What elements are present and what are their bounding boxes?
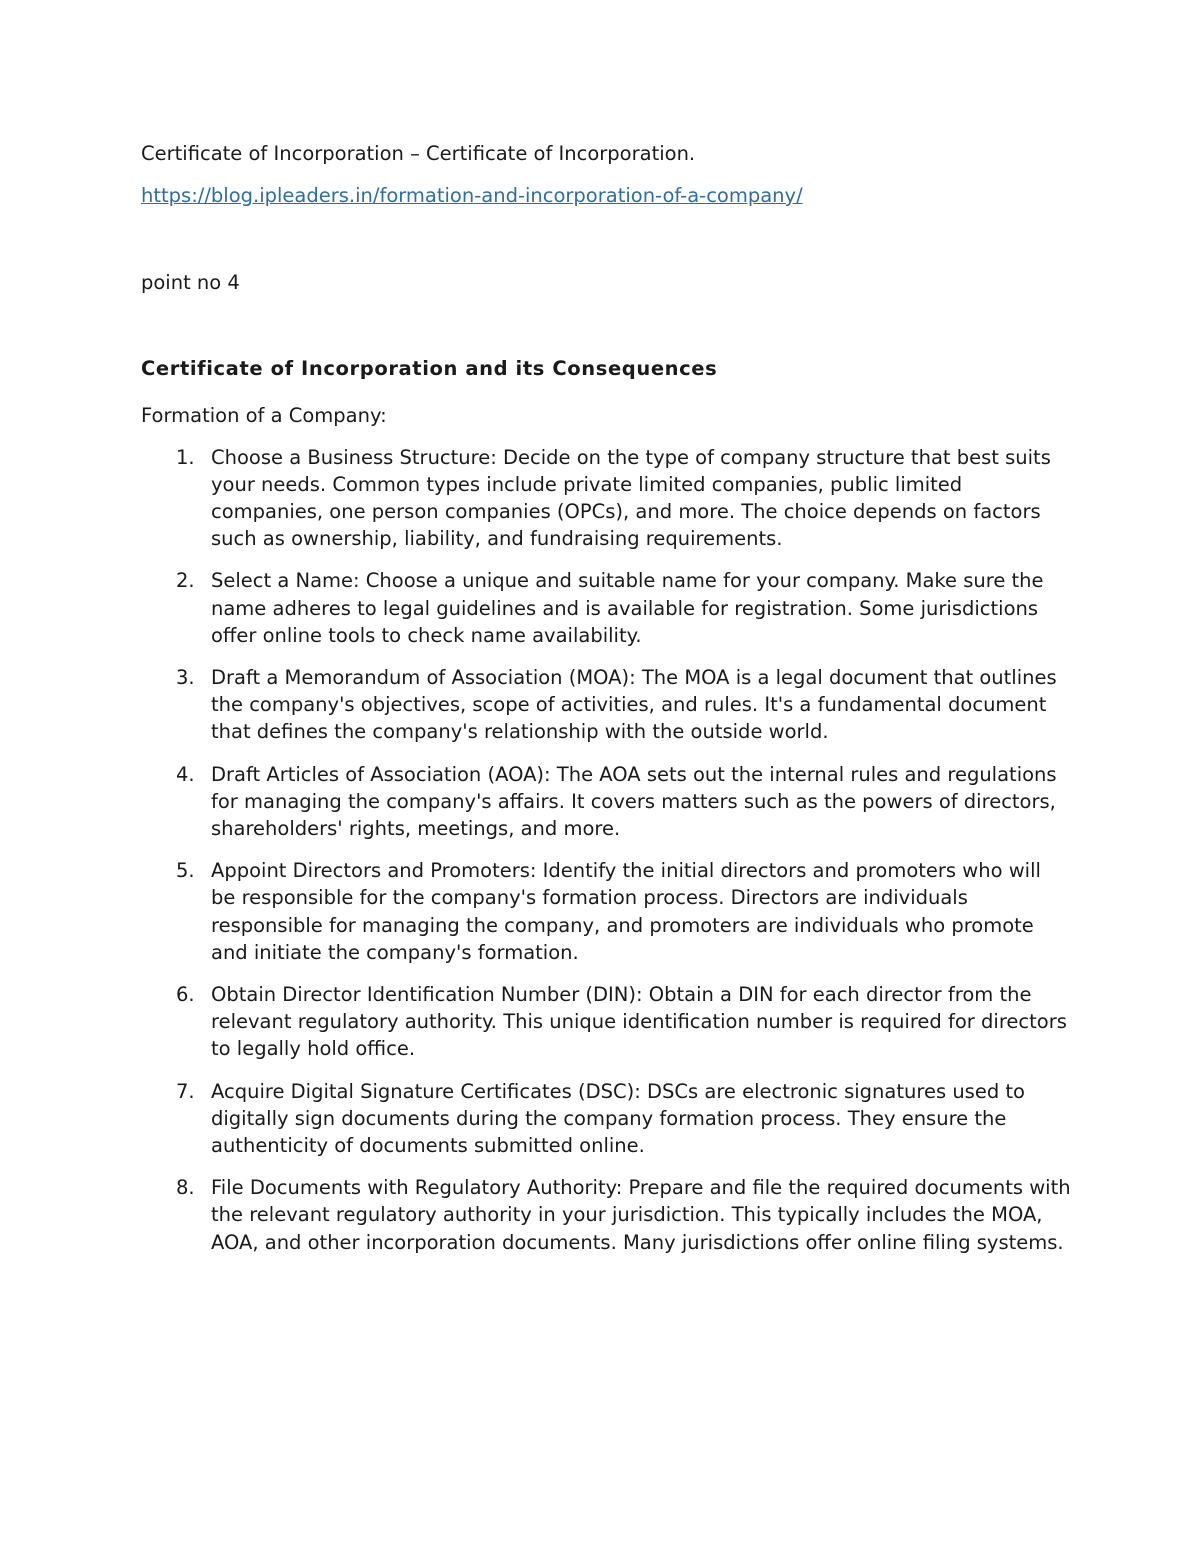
point-label: point no 4 — [141, 271, 240, 294]
list-item — [141, 761, 1061, 843]
list-item-number: 8. — [176, 1176, 195, 1200]
list-item-text: Choose a Business Structure: Decide on the type of company structure that best suits your needs. Common types include private limited companies, public limited companies, one person companies (OPCs), and more. The choice depends on factors such as ownership, liability, and fundraising requirements. — [211, 445, 1051, 551]
section-subheading: Formation of a Company: — [141, 403, 387, 427]
list-item — [141, 664, 1061, 746]
list-item — [141, 1078, 1061, 1160]
list-item — [141, 567, 1061, 649]
list-item-text: Acquire Digital Signature Certificates (DSC): DSCs are electronic signatures used to digitally sign documents during the company formation process. They ensure the authenticity of documents submitted online. — [211, 1079, 1025, 1157]
list-item-number: 4. — [176, 762, 195, 786]
document-page — [141, 140, 1071, 1271]
list-item-text: Select a Name: Choose a unique and suitable name for your company. Make sure the name adheres to legal guidelines and is available for registration. Some jurisdictions offer online tools to check name availability. — [211, 569, 1044, 647]
section-heading: Certificate of Incorporation and its Consequences — [141, 357, 718, 380]
list-item-text: File Documents with Regulatory Authority: Prepare and file the required documents with the relevant regulatory authority in your jurisdiction. This typically includes the MOA, AOA, and other incorporation documents. Many jurisdictions offer online filing systems. — [211, 1176, 1071, 1254]
list-item-number: 6. — [176, 982, 195, 1006]
list-item-number: 2. — [176, 569, 195, 593]
list-item — [141, 857, 1061, 966]
list-item-text: Appoint Directors and Promoters: Identify the initial directors and promoters who will be responsible for the company's formation process. Directors are individuals responsible for managing the company, and promoters are individuals who promote and initiate the company's formation. — [211, 859, 1041, 964]
steps-list — [141, 444, 1071, 1256]
list-item-number: 5. — [176, 859, 195, 883]
list-item-number: 3. — [176, 665, 195, 689]
list-item — [141, 981, 1067, 1063]
list-item — [141, 444, 1061, 553]
list-item — [141, 1174, 1071, 1256]
list-item-number: 1. — [176, 445, 195, 469]
list-item-text: Draft Articles of Association (AOA): The AOA sets out the internal rules and regulations for managing the company's affairs. It covers matters such as the powers of directors, shareholders' rights, meetings, and more. — [211, 762, 1057, 840]
list-item-text: Obtain Director Identification Number (DIN): Obtain a DIN for each director from the relevant regulatory authority. This unique identification number is required for directors to legally hold office. — [211, 982, 1067, 1061]
list-item-number: 7. — [176, 1079, 195, 1103]
list-item-text: Draft a Memorandum of Association (MOA): The MOA is a legal document that outlines the company's objectives, scope of activities, and rules. It's a fundamental document that defines the company's relationship with the outside world. — [211, 665, 1057, 744]
document-title-line: Certificate of Incorporation – Certificate of Incorporation. — [141, 142, 696, 165]
source-link[interactable]: https://blog.ipleaders.in/formation-and-incorporation-of-a-company/ — [141, 184, 803, 207]
